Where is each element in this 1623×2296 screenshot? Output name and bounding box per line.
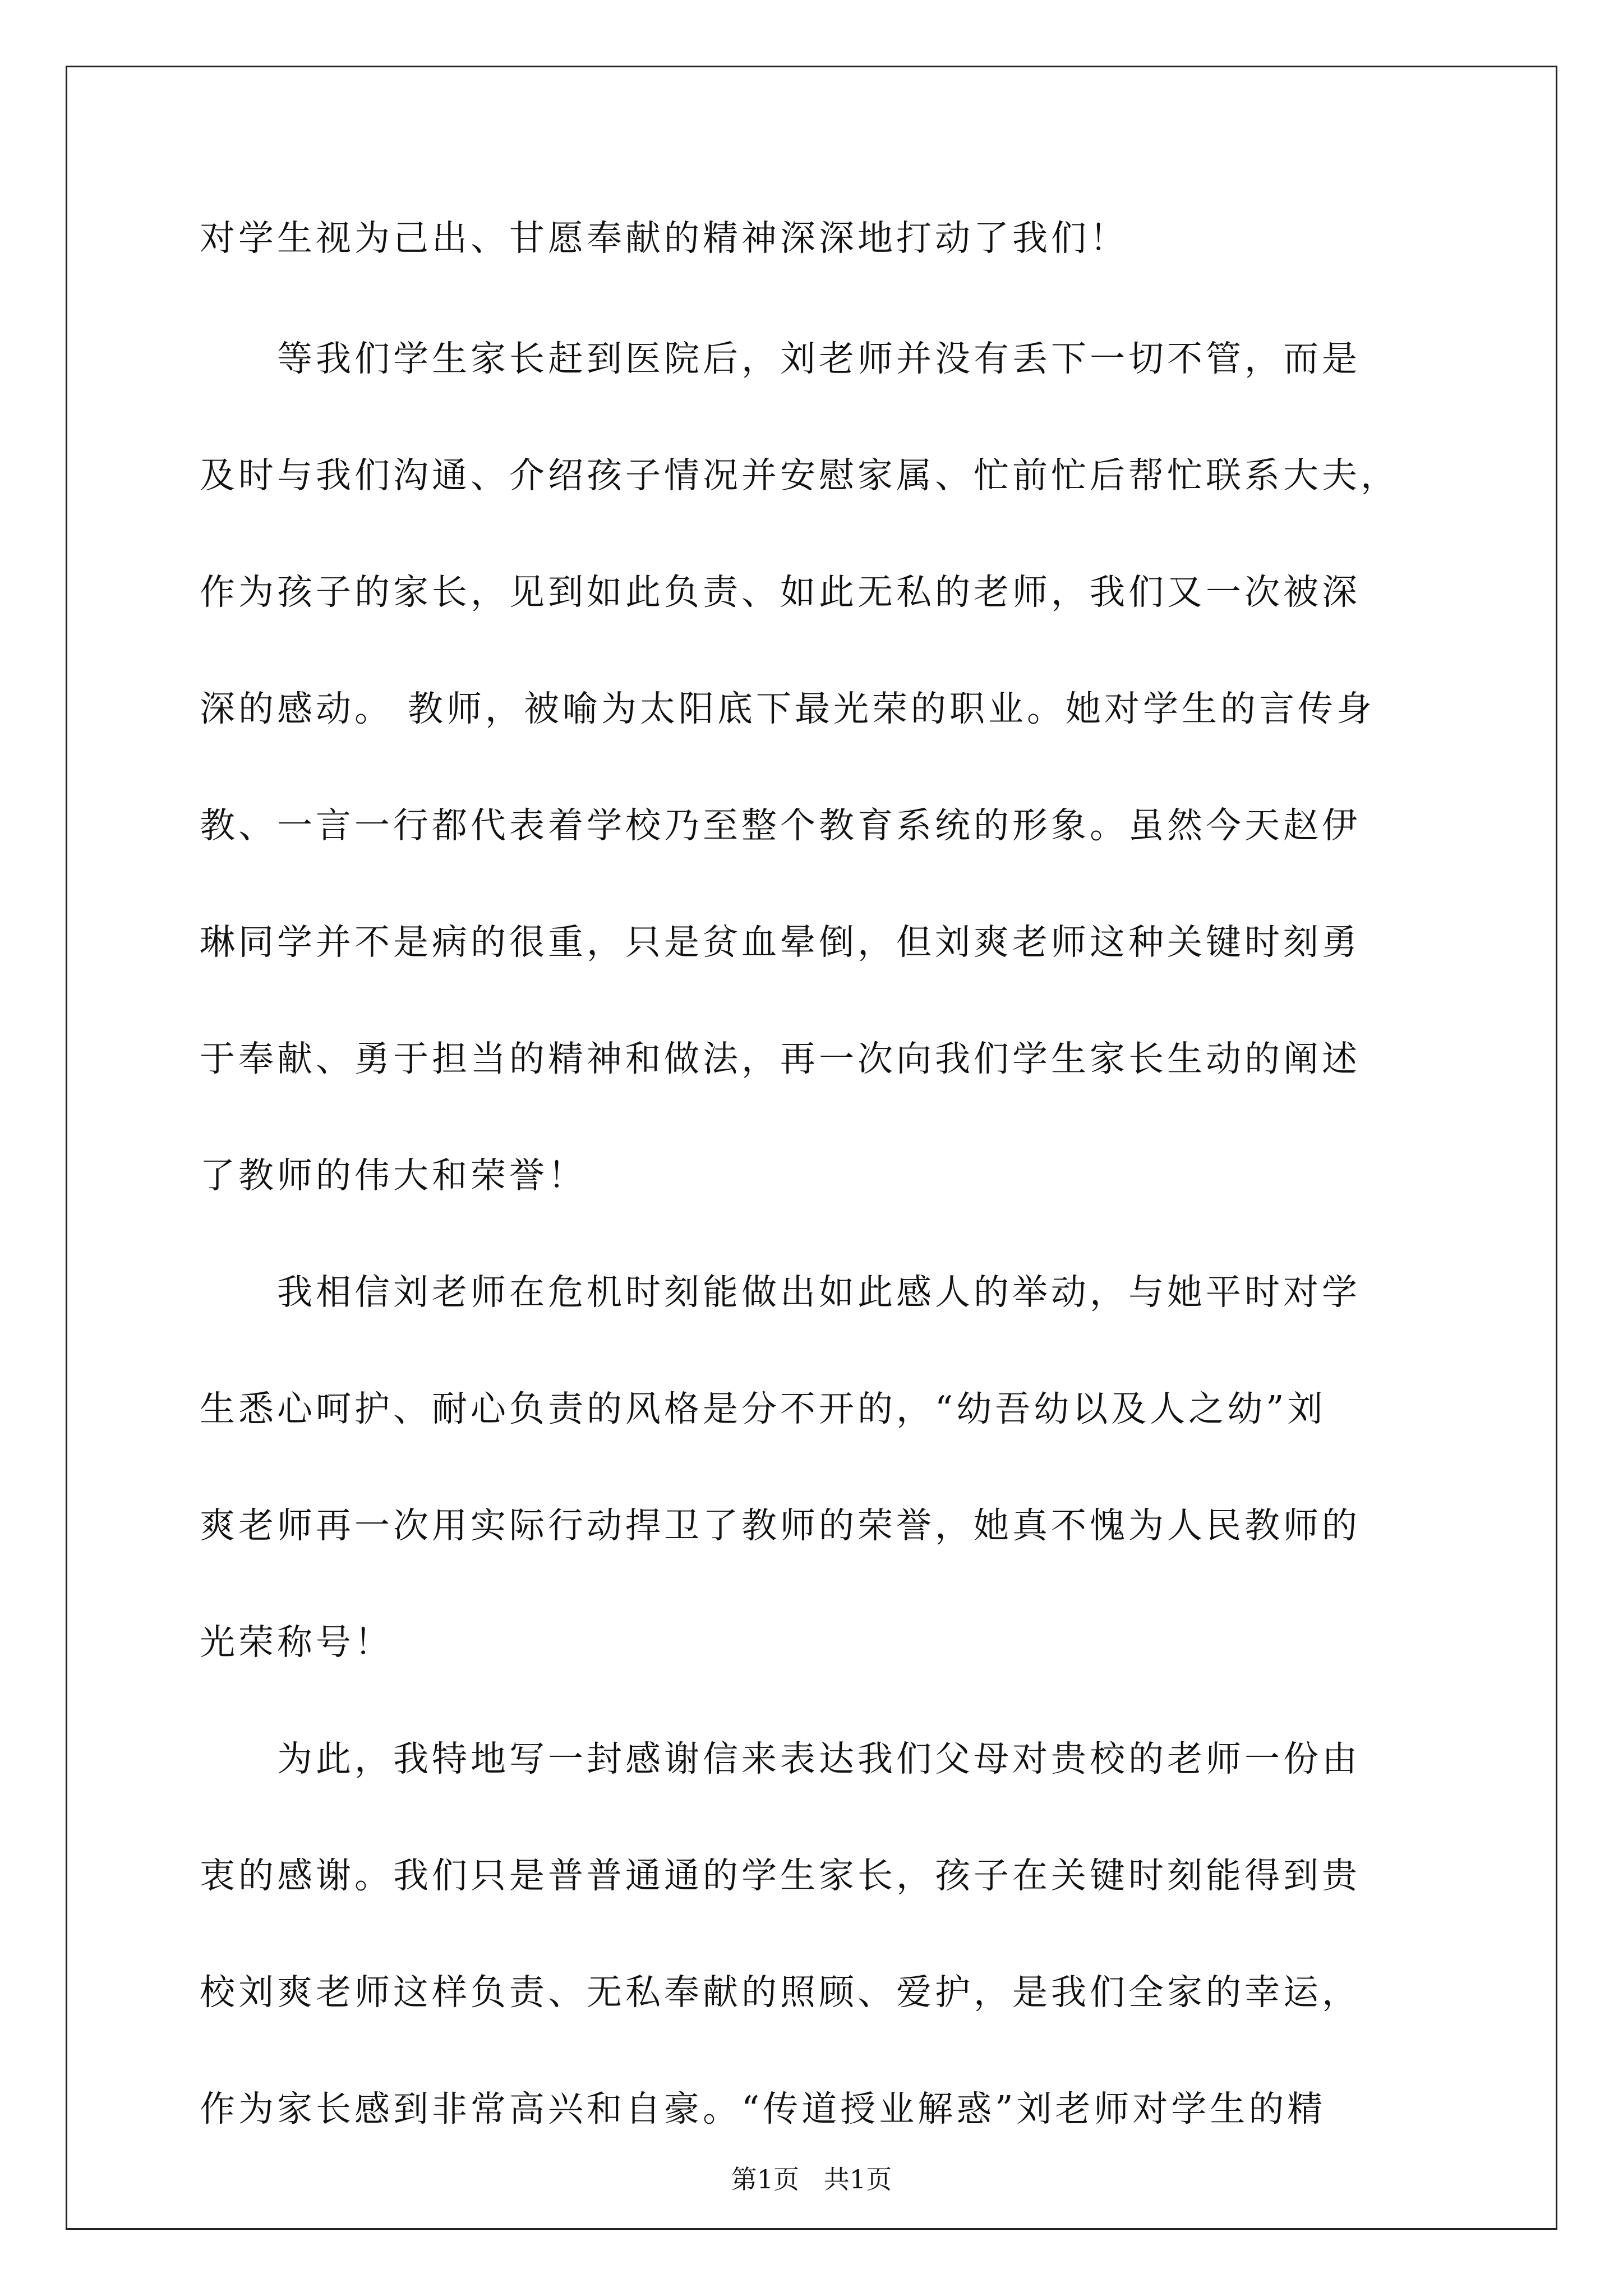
text-line: 教、一言一行都代表着学校乃至整个教育系统的形象。虽然今天赵伊 xyxy=(200,805,1361,846)
text-line: 衷的感谢。我们只是普普通通的学生家长，孩子在关键时刻能得到贵 xyxy=(200,1855,1361,1896)
text-line: 及时与我们沟通、介绍孩子情况并安慰家属、忙前忙后帮忙联系大夫， xyxy=(200,455,1399,496)
text-line: 琳同学并不是病的很重，只是贫血晕倒，但刘爽老师这种关键时刻勇 xyxy=(200,922,1361,963)
text-line: 等我们学生家长赶到医院后，刘老师并没有丢下一切不管，而是 xyxy=(200,338,1361,379)
page-frame xyxy=(66,66,1557,2230)
text-line: 作为孩子的家长，见到如此负责、如此无私的老师，我们又一次被深 xyxy=(200,572,1361,613)
text-line: 于奉献、勇于担当的精神和做法，再一次向我们学生家长生动的阐述 xyxy=(200,1038,1361,1079)
page-number: 第1页 共1页 xyxy=(731,2164,892,2194)
text-line: 光荣称号！ xyxy=(200,1622,393,1663)
text-line: 生悉心呵护、耐心负责的风格是分不开的，“幼吾幼以及人之幼”刘 xyxy=(200,1388,1326,1429)
text-line: 我相信刘老师在危机时刻能做出如此感人的举动，与她平时对学 xyxy=(200,1272,1361,1313)
text-line: 作为家长感到非常高兴和自豪。“传道授业解惑”刘老师对学生的精 xyxy=(200,2088,1326,2129)
text-line: 深的感动。 教师，被喻为太阳底下最光荣的职业。她对学生的言传身 xyxy=(200,688,1376,729)
text-line: 对学生视为己出、甘愿奉献的精神深深地打动了我们！ xyxy=(200,218,1128,259)
text-line: 爽老师再一次用实际行动捍卫了教师的荣誉，她真不愧为人民教师的 xyxy=(200,1505,1361,1546)
text-line: 校刘爽老师这样负责、无私奉献的照顾、爱护，是我们全家的幸运， xyxy=(200,1972,1361,2013)
text-line: 为此，我特地写一封感谢信来表达我们父母对贵校的老师一份由 xyxy=(200,1738,1361,1779)
text-line: 了教师的伟大和荣誉！ xyxy=(200,1155,587,1196)
